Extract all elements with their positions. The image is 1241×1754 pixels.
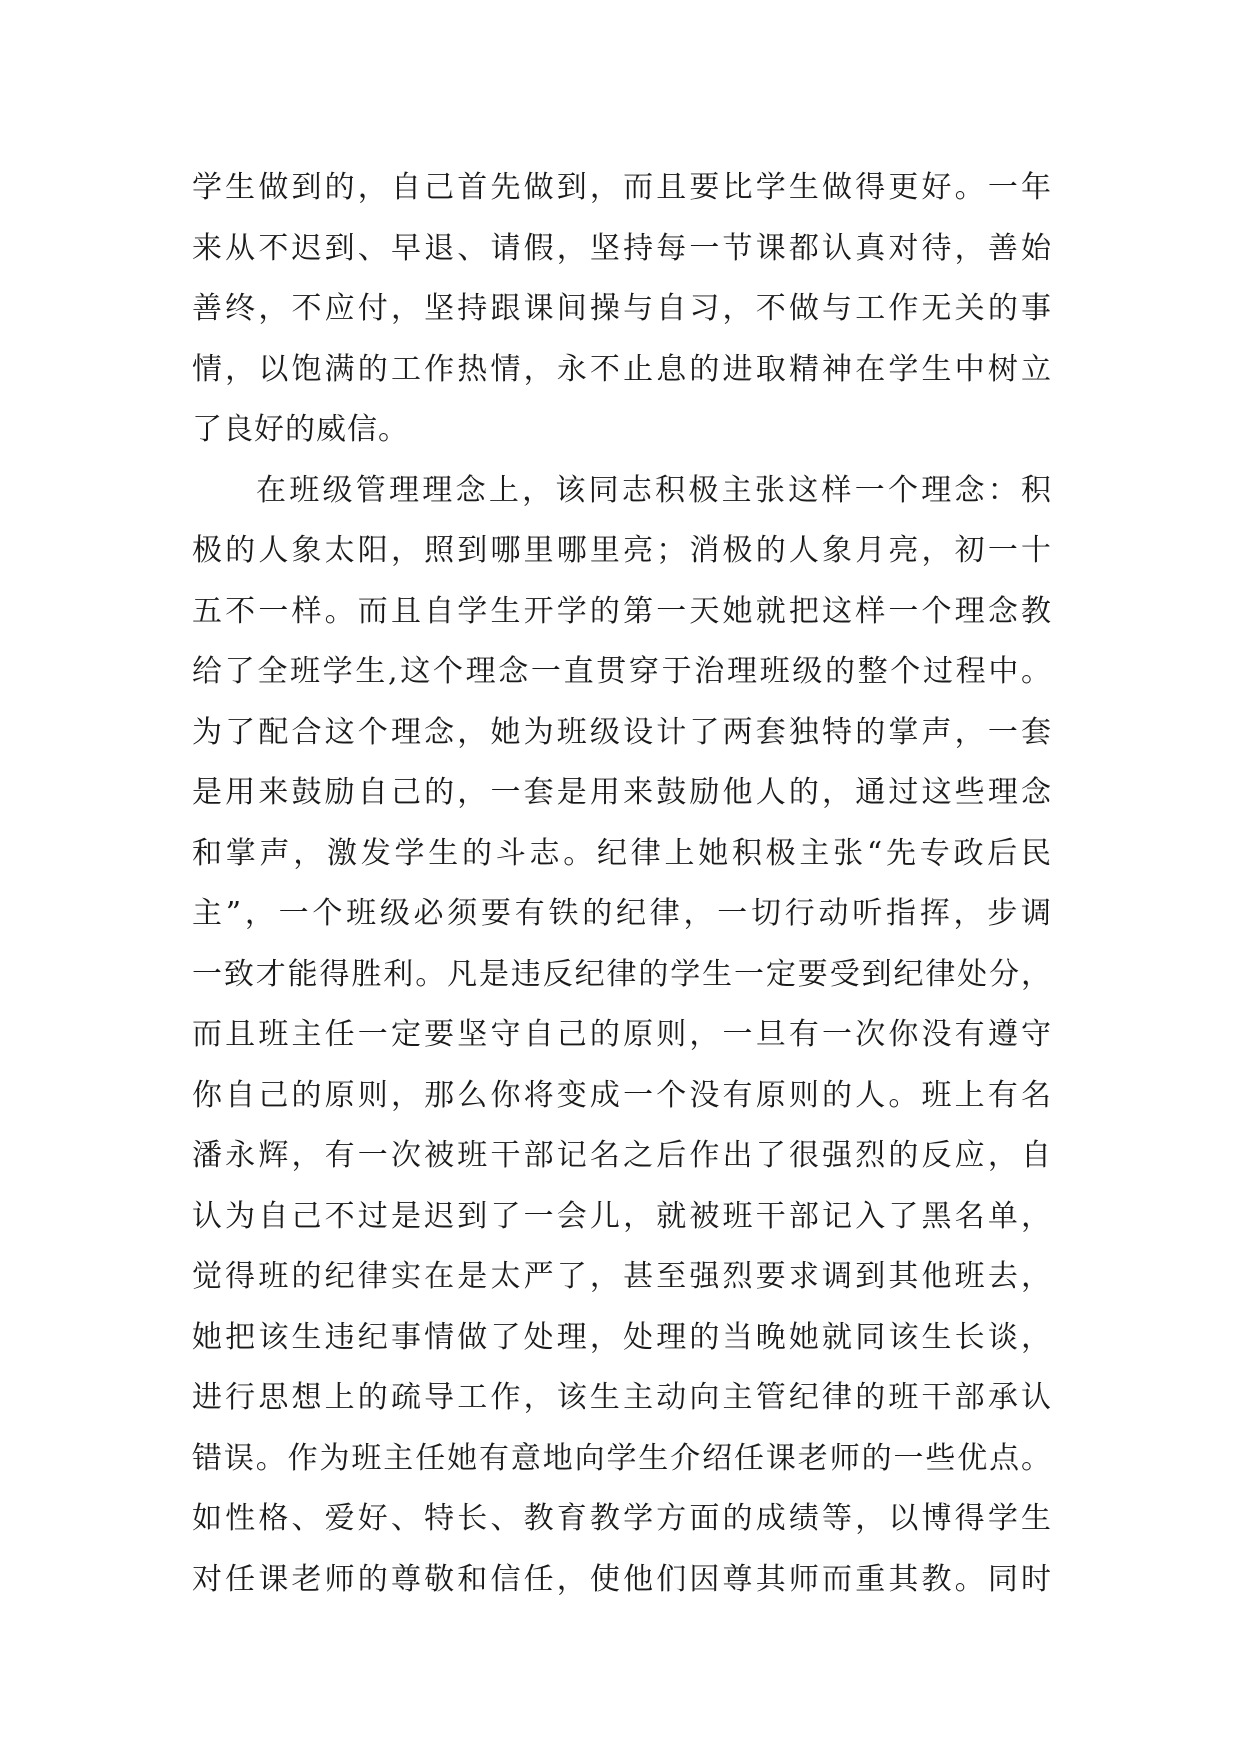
paragraph bbox=[192, 461, 1052, 1611]
text-line: 和掌声，激发学生的斗志。纪律上她积极主张“先专政后民 bbox=[192, 835, 1052, 871]
text-line: 在班级管理理念上，该同志积极主张这样一个理念：积 bbox=[256, 472, 1052, 508]
text-line: 错误。作为班主任她有意地向学生介绍任课老师的一些优点。 bbox=[192, 1440, 1052, 1476]
text-line: 学生做到的，自己首先做到，而且要比学生做得更好。一年 bbox=[192, 170, 1052, 205]
text-line: 一致才能得胜利。凡是违反纪律的学生一定要受到纪律处分， bbox=[192, 956, 1052, 992]
text-line: 如性格、爱好、特长、教育教学方面的成绩等，以博得学生 bbox=[192, 1501, 1052, 1536]
text-line: 潘永辉，有一次被班干部记名之后作出了很强烈的反应，自 bbox=[192, 1138, 1052, 1173]
text-line: 认为自己不过是迟到了一会儿，就被班干部记入了黑名单， bbox=[192, 1198, 1052, 1234]
text-line: 你自己的原则，那么你将变成一个没有原则的人。班上有名 bbox=[192, 1077, 1052, 1113]
text-line: 来从不迟到、早退、请假，坚持每一节课都认真对待，善始 bbox=[192, 230, 1052, 266]
text-line: 对任课老师的尊敬和信任，使他们因尊其师而重其教。同时 bbox=[192, 1561, 1052, 1597]
text-line: 五不一样。而且自学生开学的第一天她就把这样一个理念教 bbox=[192, 593, 1052, 629]
text-line: 善终，不应付，坚持跟课间操与自习，不做与工作无关的事 bbox=[192, 291, 1052, 326]
text-line: 是用来鼓励自己的，一套是用来鼓励他人的，通过这些理念 bbox=[192, 775, 1052, 810]
body-text bbox=[192, 158, 1052, 1610]
text-line: 了良好的威信。 bbox=[192, 412, 409, 447]
text-line: 为了配合这个理念，她为班级设计了两套独特的掌声，一套 bbox=[192, 714, 1052, 750]
text-line: 极的人象太阳，照到哪里哪里亮；消极的人象月亮，初一十 bbox=[192, 533, 1052, 568]
text-line: 主”，一个班级必须要有铁的纪律，一切行动听指挥，步调 bbox=[192, 896, 1052, 931]
text-line: 情，以饱满的工作热情，永不止息的进取精神在学生中树立 bbox=[192, 351, 1052, 387]
paragraph bbox=[192, 158, 1052, 461]
text-line: 她把该生违纪事情做了处理，处理的当晚她就同该生长谈， bbox=[192, 1319, 1052, 1355]
text-line: 进行思想上的疏导工作，该生主动向主管纪律的班干部承认 bbox=[192, 1380, 1052, 1415]
text-line: 给了全班学生,这个理念一直贯穿于治理班级的整个过程中。 bbox=[192, 654, 1052, 689]
text-line: 觉得班的纪律实在是太严了，甚至强烈要求调到其他班去， bbox=[192, 1259, 1052, 1294]
text-line: 而且班主任一定要坚守自己的原则，一旦有一次你没有遵守 bbox=[192, 1017, 1052, 1052]
